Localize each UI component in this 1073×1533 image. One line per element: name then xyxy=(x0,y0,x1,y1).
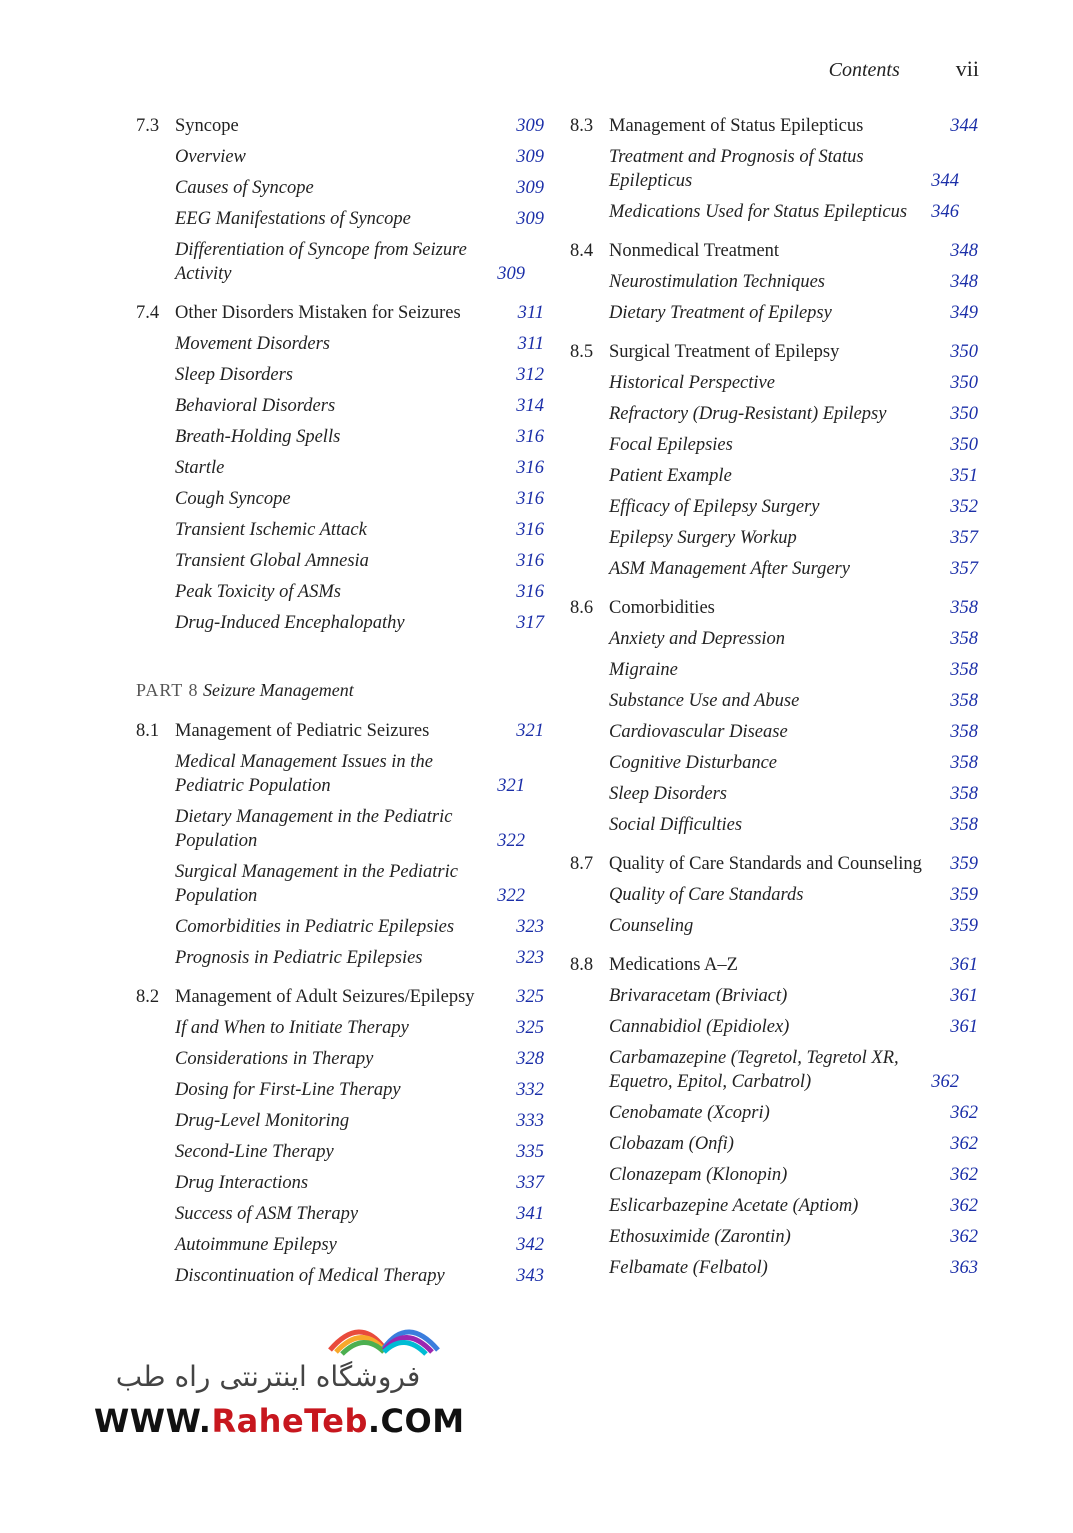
part-label: PART 8 xyxy=(136,680,199,700)
subentry-page: 323 xyxy=(516,916,544,937)
toc-subentry[interactable] xyxy=(136,545,544,576)
subentry-page: 316 xyxy=(516,519,544,540)
url-suffix: .COM xyxy=(367,1402,465,1440)
subentry-title: Autoimmune Epilepsy xyxy=(175,1234,337,1255)
toc-subentry[interactable] xyxy=(570,553,978,584)
subentry-title: Prognosis in Pediatric Epilepsies xyxy=(175,947,423,968)
subentry-page: 309 xyxy=(497,263,525,284)
subentry-title: Sleep Disorders xyxy=(175,364,294,385)
subentry-title: Ethosuximide (Zarontin) xyxy=(609,1226,791,1247)
toc-section xyxy=(136,297,544,638)
subentry-title: Migraine xyxy=(609,659,678,680)
subentry-title: Efficacy of Epilepsy Surgery xyxy=(609,496,820,517)
subentry-title: Dietary Management in the Pediatric Population xyxy=(175,806,453,851)
toc-entry[interactable] xyxy=(136,715,544,746)
running-header xyxy=(829,56,979,84)
book-logo-icon xyxy=(320,1310,450,1360)
toc-subentry[interactable] xyxy=(570,747,978,778)
toc-subentry[interactable] xyxy=(570,491,978,522)
toc-entry[interactable] xyxy=(570,110,978,141)
subentry-title: Eslicarbazepine Acetate (Aptiom) xyxy=(609,1195,859,1216)
toc-subentry[interactable] xyxy=(570,623,978,654)
toc-section xyxy=(570,110,978,227)
subentry-title: Breath-Holding Spells xyxy=(175,426,341,447)
subentry-title: Cognitive Disturbance xyxy=(609,752,778,773)
toc-subentry[interactable] xyxy=(136,390,544,421)
toc-section xyxy=(136,715,544,973)
toc-subentry[interactable] xyxy=(136,1136,544,1167)
subentry-title: Neurostimulation Techniques xyxy=(609,271,826,292)
section-title: Other Disorders Mistaken for Seizures xyxy=(175,302,461,323)
toc-entry[interactable] xyxy=(570,592,978,623)
toc-subentry[interactable] xyxy=(570,266,978,297)
section-page: 348 xyxy=(950,240,978,261)
toc-section xyxy=(570,336,978,584)
section-title: Syncope xyxy=(175,115,239,136)
toc-subentry[interactable] xyxy=(570,1097,978,1128)
subentry-title: Considerations in Therapy xyxy=(175,1048,374,1069)
subentry-page: 358 xyxy=(950,783,978,804)
subentry-page: 342 xyxy=(516,1234,544,1255)
subentry-page: 348 xyxy=(950,271,978,292)
subentry-title: Cannabidiol (Epidiolex) xyxy=(609,1016,790,1037)
subentry-title: Drug-Induced Encephalopathy xyxy=(175,612,405,633)
toc-subentry[interactable] xyxy=(136,607,544,638)
subentry-page: 361 xyxy=(950,985,978,1006)
toc-subentry[interactable] xyxy=(136,359,544,390)
toc-subentry[interactable] xyxy=(136,203,544,234)
subentry-page: 316 xyxy=(516,457,544,478)
toc-subentry[interactable] xyxy=(570,879,978,910)
toc-subentry[interactable] xyxy=(570,297,978,328)
page-number: vii xyxy=(955,56,979,81)
subentry-page: 316 xyxy=(516,488,544,509)
subentry-title: Peak Toxicity of ASMs xyxy=(175,581,341,602)
section-page: 344 xyxy=(950,115,978,136)
toc-subentry[interactable] xyxy=(136,911,544,942)
subentry-page: 359 xyxy=(950,884,978,905)
section-number: 8.3 xyxy=(570,115,594,136)
section-number: 8.2 xyxy=(136,986,160,1007)
toc-subentry[interactable] xyxy=(136,1167,544,1198)
subentry-title: Clobazam (Onfi) xyxy=(609,1133,734,1154)
subentry-page: 317 xyxy=(516,612,544,633)
toc-entry[interactable] xyxy=(570,848,978,879)
subentry-page: 362 xyxy=(931,1071,959,1092)
subentry-page: 316 xyxy=(516,550,544,571)
toc-subentry[interactable] xyxy=(136,141,544,172)
section-number: 8.7 xyxy=(570,853,594,874)
subentry-title: Causes of Syncope xyxy=(175,177,314,198)
subentry-page: 309 xyxy=(516,208,544,229)
url-brand: RaheTeb xyxy=(211,1402,368,1440)
toc-subentry[interactable] xyxy=(570,367,978,398)
subentry-title: Quality of Care Standards xyxy=(609,884,804,905)
toc-section xyxy=(570,235,978,328)
subentry-page: 335 xyxy=(516,1141,544,1162)
section-number: 8.5 xyxy=(570,341,594,362)
subentry-title: Historical Perspective xyxy=(609,372,775,393)
subentry-title: Medical Management Issues in the Pediatric Population xyxy=(175,751,433,796)
section-number: 7.4 xyxy=(136,302,160,323)
toc-subentry[interactable] xyxy=(570,1221,978,1252)
subentry-page: 325 xyxy=(516,1017,544,1038)
subentry-title: Refractory (Drug-Resistant) Epilepsy xyxy=(609,403,887,424)
running-title: Contents xyxy=(828,59,900,81)
toc-subentry[interactable] xyxy=(136,856,544,911)
subentry-title: Discontinuation of Medical Therapy xyxy=(175,1265,445,1286)
toc-subentry[interactable] xyxy=(136,328,544,359)
toc-subentry[interactable] xyxy=(136,1074,544,1105)
toc-subentry[interactable] xyxy=(570,1042,978,1097)
subentry-page: 358 xyxy=(950,659,978,680)
section-page: 361 xyxy=(950,954,978,975)
subentry-title: Anxiety and Depression xyxy=(609,628,786,649)
subentry-title: Brivaracetam (Briviact) xyxy=(609,985,788,1006)
section-page: 350 xyxy=(950,341,978,362)
toc-subentry[interactable] xyxy=(570,522,978,553)
toc-subentry[interactable] xyxy=(136,801,544,856)
section-number: 8.1 xyxy=(136,720,160,741)
toc-section xyxy=(136,110,544,289)
subentry-page: 328 xyxy=(516,1048,544,1069)
subentry-title: Overview xyxy=(175,146,246,167)
toc-section xyxy=(570,592,978,840)
subentry-title: Startle xyxy=(175,457,225,478)
section-title: Quality of Care Standards and Counseling xyxy=(609,853,922,874)
subentry-page: 312 xyxy=(516,364,544,385)
subentry-page: 321 xyxy=(497,775,525,796)
subentry-page: 350 xyxy=(950,403,978,424)
subentry-page: 357 xyxy=(950,527,978,548)
toc-subentry[interactable] xyxy=(136,576,544,607)
subentry-title: Differentiation of Syncope from Seizure Activity xyxy=(175,239,467,284)
subentry-title: Second-Line Therapy xyxy=(175,1141,334,1162)
subentry-title: If and When to Initiate Therapy xyxy=(175,1017,409,1038)
section-number: 7.3 xyxy=(136,115,160,136)
part-title: Seizure Management xyxy=(202,680,354,700)
subentry-page: 316 xyxy=(516,426,544,447)
subentry-page: 361 xyxy=(950,1016,978,1037)
section-title: Comorbidities xyxy=(609,597,715,618)
section-page: 311 xyxy=(517,302,544,323)
section-number: 8.6 xyxy=(570,597,594,618)
toc-section xyxy=(136,981,544,1291)
section-title: Nonmedical Treatment xyxy=(609,240,780,261)
subentry-page: 362 xyxy=(950,1226,978,1247)
subentry-title: Dietary Treatment of Epilepsy xyxy=(609,302,832,323)
subentry-title: Drug-Level Monitoring xyxy=(175,1110,350,1131)
section-title: Surgical Treatment of Epilepsy xyxy=(609,341,840,362)
subentry-page: 309 xyxy=(516,146,544,167)
section-page: 321 xyxy=(516,720,544,741)
subentry-title: Transient Global Amnesia xyxy=(175,550,369,571)
subentry-title: Cenobamate (Xcopri) xyxy=(609,1102,770,1123)
subentry-title: Counseling xyxy=(609,915,694,936)
subentry-page: 352 xyxy=(950,496,978,517)
section-number: 8.8 xyxy=(570,954,594,975)
toc-subentry[interactable] xyxy=(570,460,978,491)
subentry-page: 344 xyxy=(931,170,959,191)
subentry-page: 323 xyxy=(516,947,544,968)
subentry-page: 332 xyxy=(516,1079,544,1100)
subentry-title: Carbamazepine (Tegretol, Tegretol XR, Equetro, Epitol, Carbatrol) xyxy=(609,1047,899,1092)
toc-subentry[interactable] xyxy=(570,398,978,429)
toc-entry[interactable] xyxy=(570,336,978,367)
subentry-title: Medications Used for Status Epilepticus xyxy=(609,201,908,222)
toc-subentry[interactable] xyxy=(570,716,978,747)
toc-subentry[interactable] xyxy=(136,1043,544,1074)
section-title: Medications A–Z xyxy=(609,954,738,975)
toc-subentry[interactable] xyxy=(570,654,978,685)
toc-subentry[interactable] xyxy=(136,234,544,289)
subentry-page: 357 xyxy=(950,558,978,579)
toc-subentry[interactable] xyxy=(570,809,978,840)
subentry-title: Treatment and Prognosis of Status Epilepticus xyxy=(609,146,864,191)
subentry-page: 337 xyxy=(516,1172,544,1193)
toc-subentry[interactable] xyxy=(570,1128,978,1159)
subentry-page: 358 xyxy=(950,752,978,773)
subentry-title: Cardiovascular Disease xyxy=(609,721,788,742)
subentry-title: Success of ASM Therapy xyxy=(175,1203,359,1224)
subentry-page: 333 xyxy=(516,1110,544,1131)
section-title: Management of Status Epilepticus xyxy=(609,115,864,136)
subentry-page: 349 xyxy=(950,302,978,323)
subentry-title: Movement Disorders xyxy=(175,333,330,354)
subentry-page: 351 xyxy=(950,465,978,486)
subentry-title: Comorbidities in Pediatric Epilepsies xyxy=(175,916,455,937)
section-page: 358 xyxy=(950,597,978,618)
section-title: Management of Adult Seizures/Epilepsy xyxy=(175,986,475,1007)
subentry-page: 316 xyxy=(516,581,544,602)
section-title: Management of Pediatric Seizures xyxy=(175,720,430,741)
subentry-page: 362 xyxy=(950,1195,978,1216)
toc-subentry[interactable] xyxy=(136,172,544,203)
subentry-page: 314 xyxy=(516,395,544,416)
toc-subentry[interactable] xyxy=(570,196,978,227)
section-page: 325 xyxy=(516,986,544,1007)
toc-entry[interactable] xyxy=(570,949,978,980)
section-page: 309 xyxy=(516,115,544,136)
toc-subentry[interactable] xyxy=(570,1159,978,1190)
toc-right-column xyxy=(570,110,978,1291)
toc-subentry[interactable] xyxy=(570,980,978,1011)
toc-subentry[interactable] xyxy=(136,746,544,801)
subentry-title: Substance Use and Abuse xyxy=(609,690,800,711)
subentry-page: 359 xyxy=(950,915,978,936)
subentry-title: Social Difficulties xyxy=(609,814,743,835)
subentry-page: 358 xyxy=(950,690,978,711)
subentry-page: 358 xyxy=(950,628,978,649)
subentry-page: 358 xyxy=(950,814,978,835)
subentry-title: Dosing for First-Line Therapy xyxy=(175,1079,401,1100)
toc-subentry[interactable] xyxy=(570,1252,978,1283)
subentry-page: 311 xyxy=(517,333,544,354)
toc-subentry[interactable] xyxy=(570,910,978,941)
toc-section xyxy=(570,949,978,1283)
toc-entry[interactable] xyxy=(570,235,978,266)
toc-subentry[interactable] xyxy=(136,1198,544,1229)
subentry-title: Transient Ischemic Attack xyxy=(175,519,367,540)
subentry-page: 343 xyxy=(516,1265,544,1286)
toc-subentry[interactable] xyxy=(570,429,978,460)
subentry-title: Felbamate (Felbatol) xyxy=(609,1257,768,1278)
subentry-page: 350 xyxy=(950,434,978,455)
subentry-title: Drug Interactions xyxy=(175,1172,309,1193)
subentry-page: 322 xyxy=(497,830,525,851)
toc-subentry[interactable] xyxy=(570,778,978,809)
subentry-page: 322 xyxy=(497,885,525,906)
toc-subentry[interactable] xyxy=(136,514,544,545)
part-heading xyxy=(136,680,544,701)
toc-subentry[interactable] xyxy=(136,483,544,514)
toc-entry[interactable] xyxy=(136,110,544,141)
subentry-page: 363 xyxy=(950,1257,978,1278)
subentry-page: 362 xyxy=(950,1164,978,1185)
toc-subentry[interactable] xyxy=(136,1105,544,1136)
url-prefix: WWW. xyxy=(94,1402,212,1440)
toc-entry[interactable] xyxy=(136,981,544,1012)
watermark-url xyxy=(94,1402,465,1440)
subentry-title: Cough Syncope xyxy=(175,488,291,509)
watermark-persian-text: فروشگاه اینترنتی راه طب xyxy=(115,1360,421,1393)
subentry-page: 362 xyxy=(950,1133,978,1154)
toc-subentry[interactable] xyxy=(570,141,978,196)
subentry-title: ASM Management After Surgery xyxy=(609,558,850,579)
subentry-title: Behavioral Disorders xyxy=(175,395,336,416)
subentry-title: Surgical Management in the Pediatric Population xyxy=(175,861,458,906)
subentry-page: 362 xyxy=(950,1102,978,1123)
subentry-title: Clonazepam (Klonopin) xyxy=(609,1164,788,1185)
toc-subentry[interactable] xyxy=(570,1190,978,1221)
subentry-page: 350 xyxy=(950,372,978,393)
subentry-page: 358 xyxy=(950,721,978,742)
subentry-page: 346 xyxy=(931,201,959,222)
toc-subentry[interactable] xyxy=(136,452,544,483)
toc-subentry[interactable] xyxy=(570,685,978,716)
section-page: 359 xyxy=(950,853,978,874)
subentry-title: Epilepsy Surgery Workup xyxy=(609,527,797,548)
subentry-title: Sleep Disorders xyxy=(609,783,728,804)
section-number: 8.4 xyxy=(570,240,594,261)
toc-subentry[interactable] xyxy=(136,421,544,452)
subentry-page: 341 xyxy=(516,1203,544,1224)
toc-section xyxy=(570,848,978,941)
toc-subentry[interactable] xyxy=(136,1260,544,1291)
toc-subentry[interactable] xyxy=(136,1012,544,1043)
subentry-title: Patient Example xyxy=(609,465,732,486)
toc-subentry[interactable] xyxy=(136,942,544,973)
toc-subentry[interactable] xyxy=(136,1229,544,1260)
subentry-title: Focal Epilepsies xyxy=(609,434,733,455)
toc-subentry[interactable] xyxy=(570,1011,978,1042)
subentry-title: EEG Manifestations of Syncope xyxy=(175,208,411,229)
toc-entry[interactable] xyxy=(136,297,544,328)
toc-left-column xyxy=(136,110,544,1299)
watermark xyxy=(88,1310,465,1450)
subentry-page: 309 xyxy=(516,177,544,198)
